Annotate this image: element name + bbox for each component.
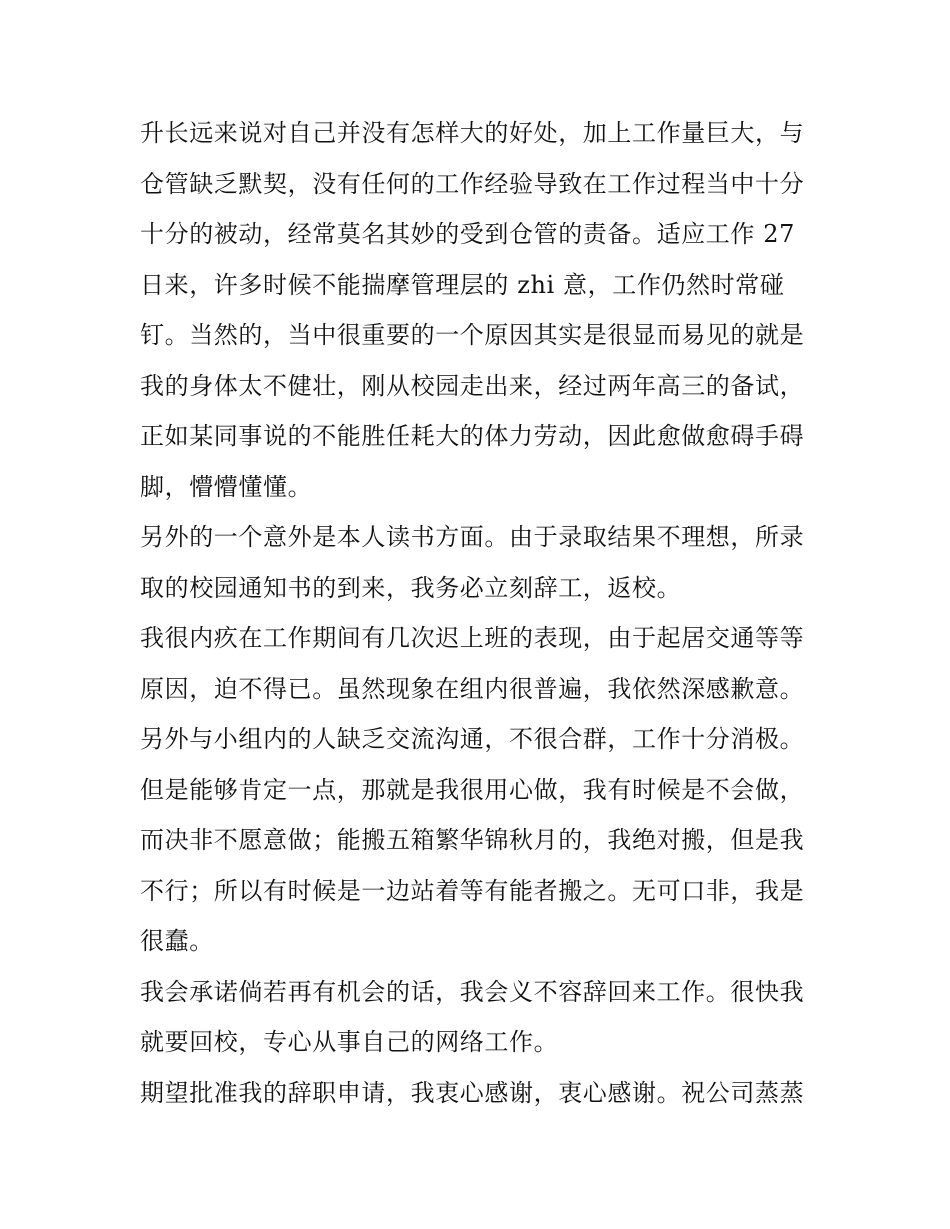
text-line-5: 钉。当然的，当中很重要的一个原因其实是很显而易见的就是 [140,321,805,349]
text-line-2: 仓管缺乏默契，没有任何的工作经验导致在工作过程当中十分 [140,169,805,198]
text-line-7: 正如某同事说的不能胜任耗大的体力劳动，因此愈做愈碍手碍 [140,422,805,450]
text-line-16: 不行；所以有时候是一边站着等有能者搬之。无可口非，我是 [140,876,805,905]
text-line-12: 原因，迫不得已。虽然现象在组内很普遍，我依然深感歉意。 [140,674,805,703]
document-body [140,108,820,1118]
text-line-8: 脚，懵懵懂懂。 [140,472,313,501]
text-line-20: 期望批准我的辞职申请，我衷心感谢，衷心感谢。祝公司蒸蒸 [140,1078,805,1107]
text-line-13: 另外与小组内的人缺乏交流沟通，不很合群，工作十分消极。 [140,725,805,753]
text-line-19: 就要回校，专心从事自己的网络工作。 [140,1028,559,1056]
text-line-17: 很蠢。 [140,927,214,955]
text-line-3: 十分的被动，经常莫名其妙的受到仓管的责备。适应工作 27 [140,220,795,248]
text-line-1: 升长远来说对自己并没有怎样大的好处，加上工作量巨大，与 [140,119,805,147]
text-line-11: 我很内疚在工作期间有几次迟上班的表现，由于起居交通等等 [140,624,805,652]
text-line-15: 而决非不愿意做；能搬五箱繁华锦秋月的，我绝对搬，但是我 [140,826,805,854]
text-line-4: 日来，许多时候不能揣摩管理层的 zhi 意，工作仍然时常碰 [140,270,785,299]
text-line-18: 我会承诺倘若再有机会的话，我会义不容辞回来工作。很快我 [140,977,805,1006]
text-line-14: 但是能够肯定一点，那就是我很用心做，我有时候是不会做， [140,775,805,804]
text-line-6: 我的身体太不健壮，刚从校园走出来，经过两年高三的备试， [140,371,805,400]
text-line-9: 另外的一个意外是本人读书方面。由于录取结果不理想，所录 [140,523,805,551]
text-line-10: 取的校园通知书的到来，我务必立刻辞工，返校。 [140,573,682,602]
